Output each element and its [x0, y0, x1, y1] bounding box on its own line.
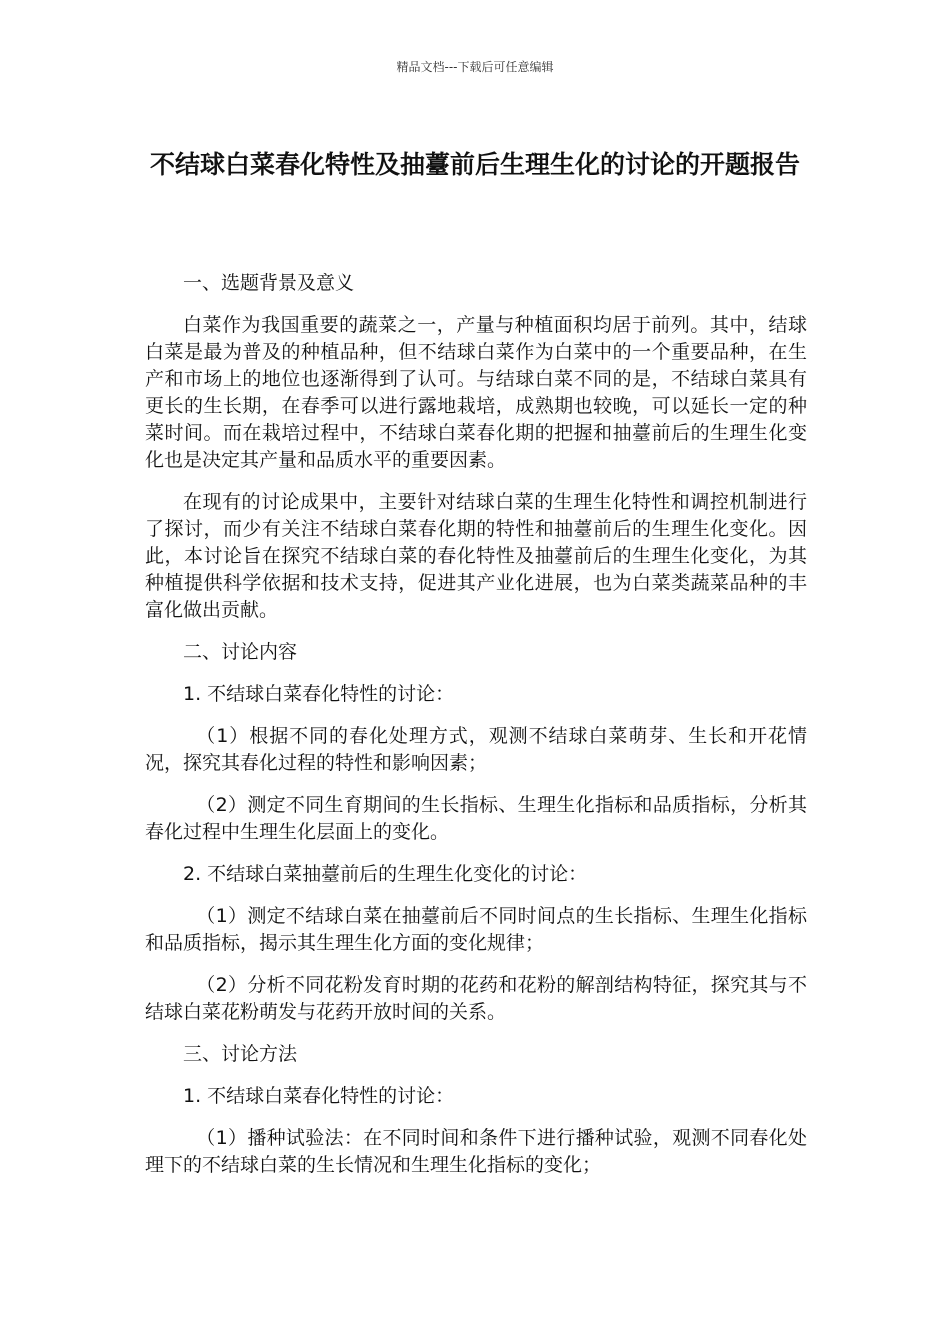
- list-item: （1）测定不结球白菜在抽薹前后不同时间点的生长指标、生理生化指标和品质指标，揭示其生理生化方面的变化规律；: [145, 905, 807, 954]
- subheading-vernalization: 1. 不结球白菜春化特性的讨论：: [183, 683, 455, 705]
- section-heading-methods: 三、讨论方法: [183, 1043, 298, 1065]
- paragraph-background-2: 在现有的讨论成果中，主要针对结球白菜的生理生化特性和调控机制进行了探讨，而少有关注不结球白菜春化期的特性和抽薹前后的生理生化变化。因此，本讨论旨在探究不结球白菜的春化特性及抽薹前后的生理生化变化，为其种植提供科学依据和技术支持，促进其产业化进展，也为白菜类蔬菜品种的丰富化做出贡献。: [145, 491, 807, 621]
- paragraph-background-1: 白菜作为我国重要的蔬菜之一，产量与种植面积均居于前列。其中，结球白菜是最为普及的种植品种，但不结球白菜作为白菜中的一个重要品种，在生产和市场上的地位也逐渐得到了认可。与结球白菜不同的是，不结球白菜具有更长的生长期，在春季可以进行露地栽培，成熟期也较晚，可以延长一定的种菜时间。而在栽培过程中，不结球白菜春化期的把握和抽薹前后的生理生化变化也是决定其产量和品质水平的重要因素。: [145, 314, 807, 471]
- document-body: [145, 270, 807, 1194]
- document-title: 不结球白菜春化特性及抽薹前后生理生化的讨论的开题报告: [149, 150, 800, 179]
- list-item: （1）播种试验法：在不同时间和条件下进行播种试验，观测不同春化处理下的不结球白菜的生长情况和生理生化指标的变化；: [145, 1127, 807, 1176]
- subheading-methods-vernalization: 1. 不结球白菜春化特性的讨论：: [183, 1085, 455, 1107]
- list-item: （2）测定不同生育期间的生长指标、生理生化指标和品质指标，分析其春化过程中生理生化层面上的变化。: [145, 794, 807, 843]
- header-note: 精品文档---下载后可任意编辑: [396, 60, 554, 74]
- subheading-bolting: 2. 不结球白菜抽薹前后的生理生化变化的讨论：: [183, 863, 588, 885]
- section-heading-content: 二、讨论内容: [183, 641, 298, 663]
- list-item: （1）根据不同的春化处理方式，观测不结球白菜萌芽、生长和开花情况，探究其春化过程的特性和影响因素；: [145, 725, 807, 774]
- list-item: （2）分析不同花粉发育时期的花药和花粉的解剖结构特征，探究其与不结球白菜花粉萌发与花药开放时间的关系。: [145, 974, 807, 1023]
- section-heading-background: 一、选题背景及意义: [183, 272, 355, 294]
